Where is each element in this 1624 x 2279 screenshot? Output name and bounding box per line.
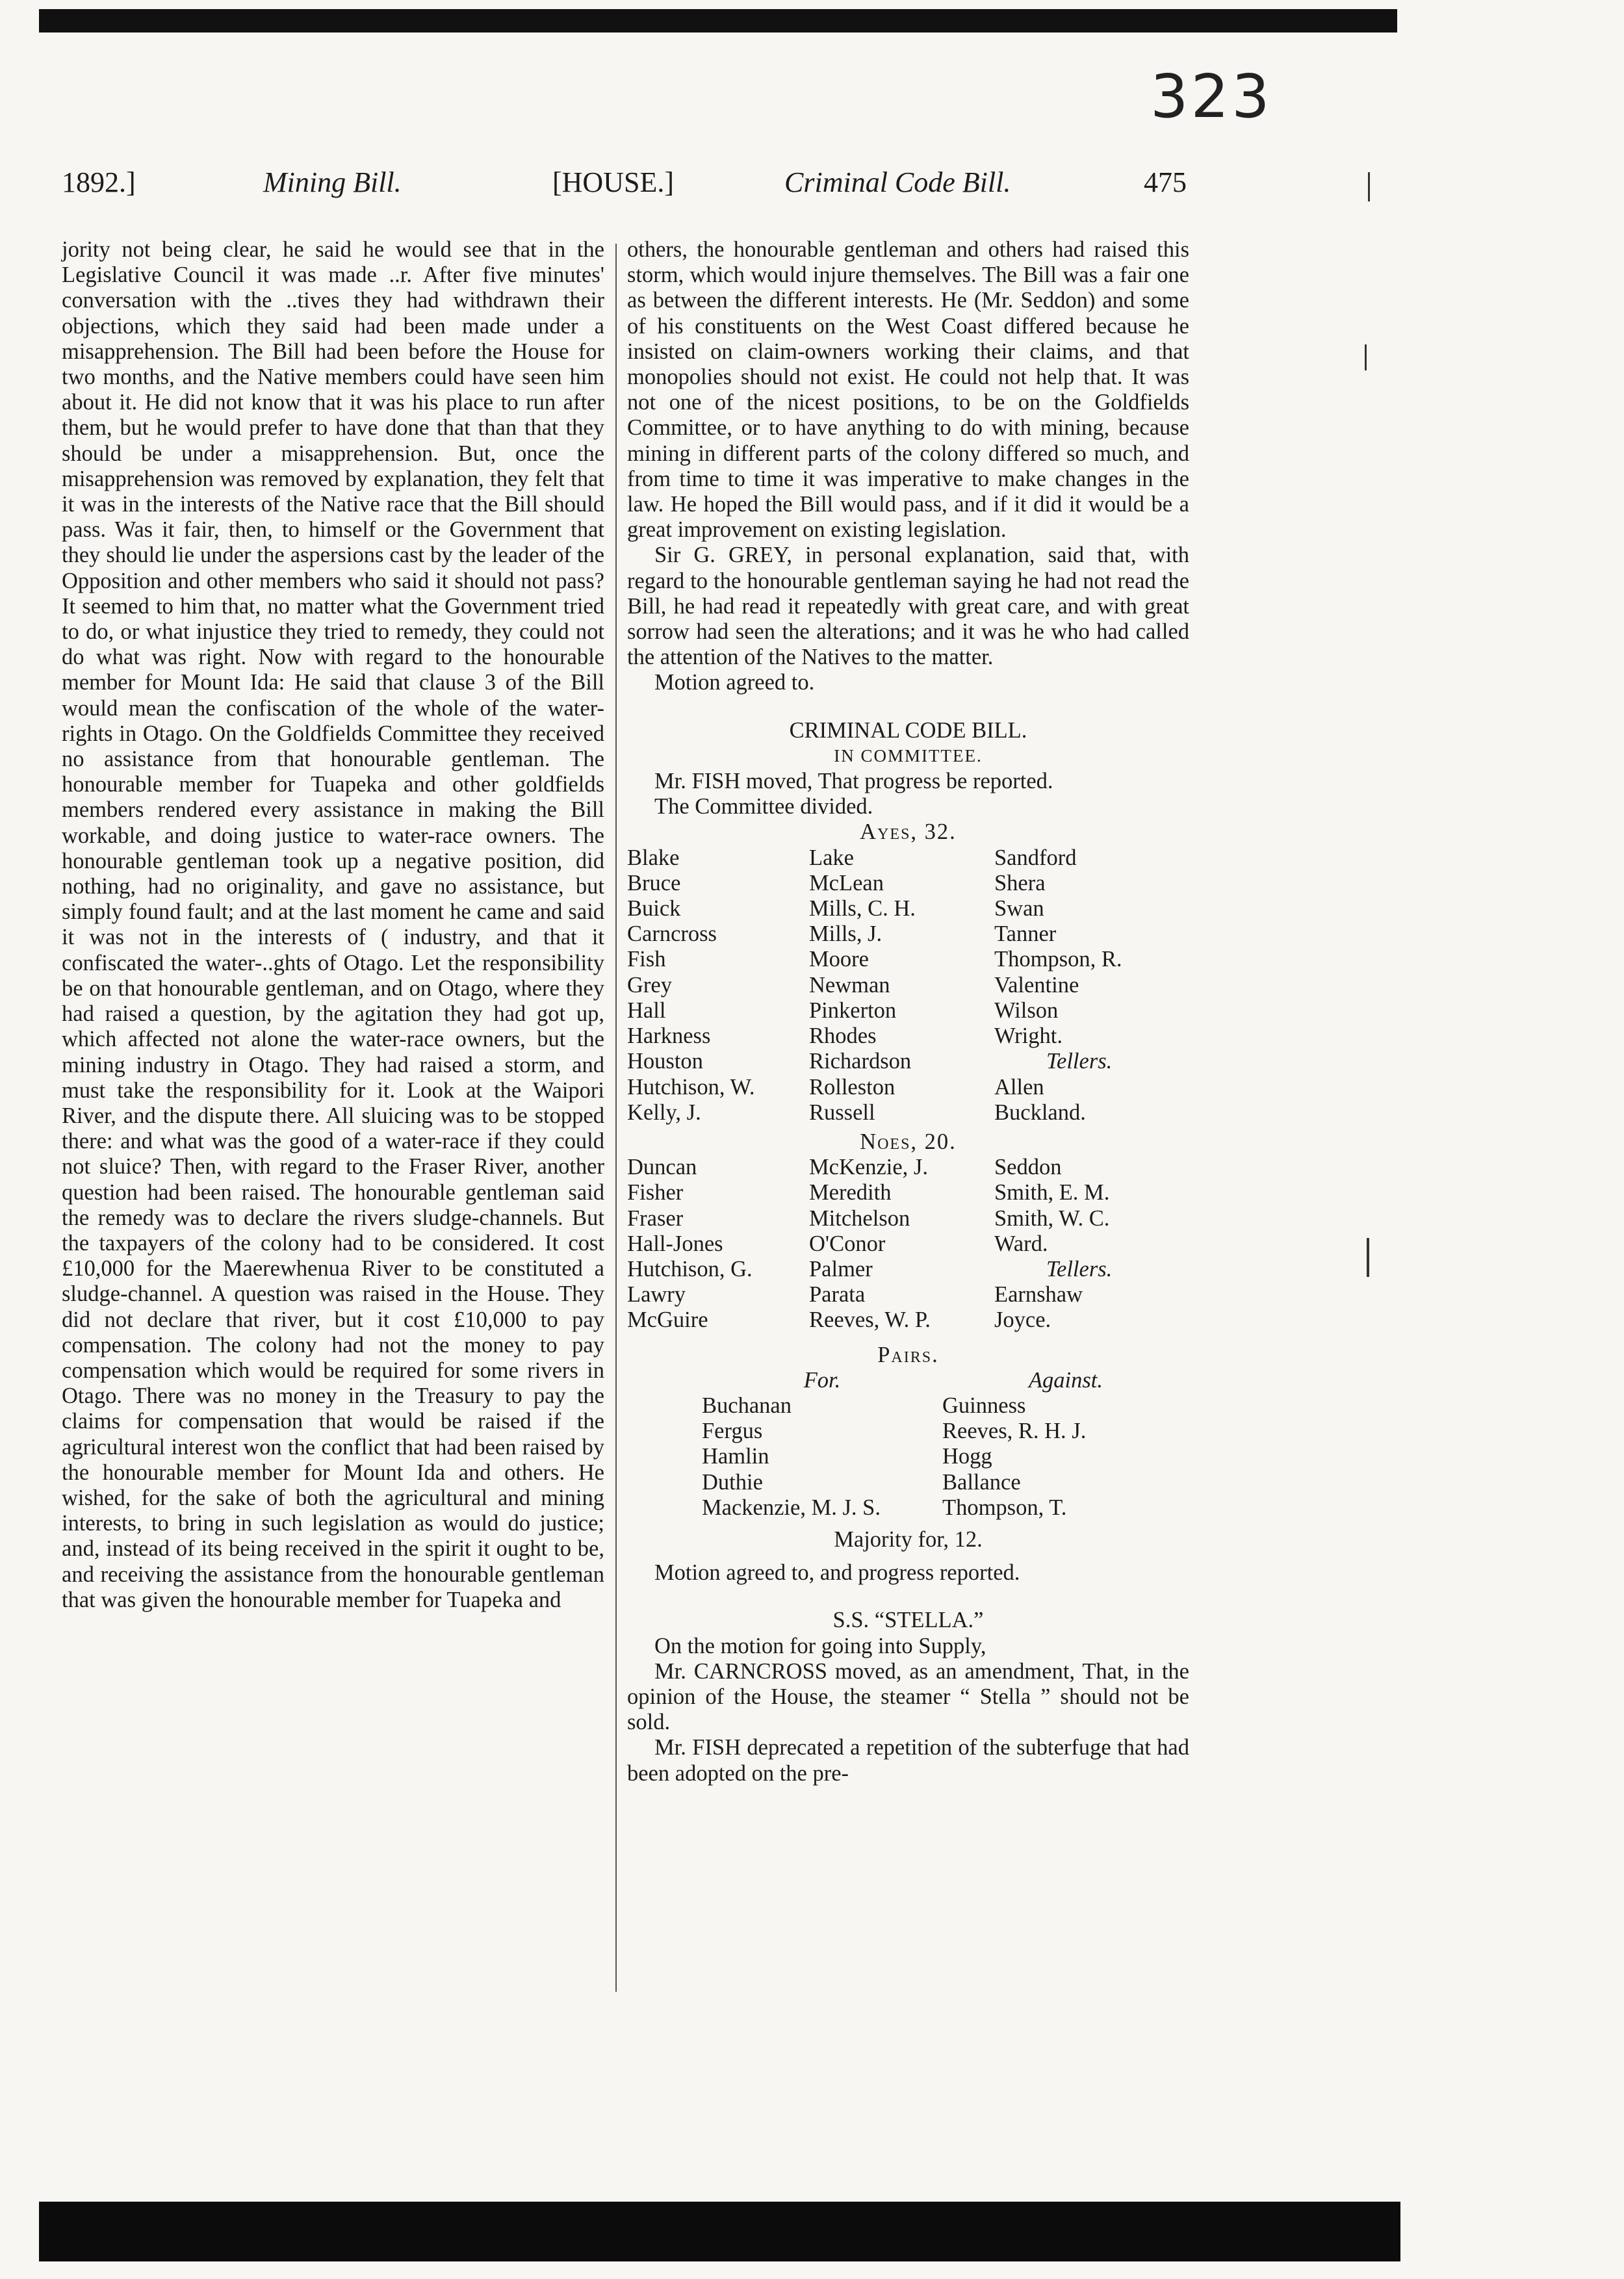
pairs-heading: Pairs. (877, 1342, 939, 1367)
division-name: Valentine (994, 972, 1079, 998)
paragraph: The Committee divided. (654, 794, 873, 819)
division-name: Reeves, W. P. (809, 1307, 931, 1333)
division-name: Wilson (994, 998, 1059, 1023)
header-house: [HOUSE.] (552, 166, 674, 198)
pair-name: Fergus (702, 1419, 763, 1444)
division-name: Buckland. (994, 1100, 1086, 1125)
paragraph: Sir G. GREY, in personal explanation, said that, with regard to the honourable gentleman saying he had not read the Bill, he had read it repeatedly with great care, and with great sorrow had seen the alterations; and it was he who had called the attention of the Natives to the matter. (627, 543, 1189, 670)
division-name: Mills, C. H. (809, 896, 916, 921)
division-name: Smith, W. C. (994, 1205, 1110, 1231)
division-name: Hutchison, W. (627, 1074, 755, 1100)
division-name: McGuire (627, 1307, 708, 1333)
paragraph: others, the honourable gentleman and others had raised this storm, which would injure themselves. The Bill was a fair one as between the different interests. He (Mr. Seddon) and some of his constituents on the West Coast differed because he insisted on claim-owners working their claims, and that monopolies should not exist. He could not help that. It was not one of the nicest positions, to be on the Goldfields Committee, or to have anything to do with mining, because mining in different parts of the colony differed so much, and from time to time it was imperative to make changes in the law. He hoped the Bill would pass, and if it did it would be a great improvement on existing legislation. (627, 237, 1189, 543)
top-scan-bar (39, 9, 1397, 32)
division-name: Buick (627, 896, 681, 921)
division-name: Blake (627, 845, 680, 870)
division-name: Fisher (627, 1180, 684, 1205)
noes-heading: Noes, 20. (860, 1129, 957, 1154)
section-subtitle: IN COMMITTEE. (834, 745, 983, 766)
running-header (62, 166, 1199, 211)
paragraph: On the motion for going into Supply, (654, 1633, 986, 1658)
division-name: Kelly, J. (627, 1100, 701, 1125)
division-name: Russell (809, 1100, 875, 1125)
division-name: Houston (627, 1049, 703, 1074)
header-page-number: 475 (1144, 166, 1187, 198)
division-name: McKenzie, J. (809, 1155, 928, 1180)
majority-line: Majority for, 12. (834, 1526, 983, 1552)
pairs-list (702, 1368, 1189, 1521)
ayes-list (627, 845, 1189, 1126)
paragraph: Mr. CARNCROSS moved, as an amendment, That, in the opinion of the House, the steamer “ Stella ” should not be sold. (627, 1658, 1189, 1735)
pair-name: Ballance (942, 1469, 1021, 1495)
pair-name: Hamlin (702, 1444, 769, 1469)
right-column (627, 237, 1189, 1786)
left-column-text: jority not being clear, he said he would see that in the Legislative Council it was made ..r. After five minutes' conversation with the ..tives they had withdrawn their objections, which they said had been made under a misapprehension. The Bill had been before the House for two months, and the Native members could have seen him about it. He did not know that it was his place to run after them, but he would prefer to have done that than that they should be under a misapprehension. But, once the misapprehension was removed by explanation, they felt that it was in the interests of the Native race that the Bill should pass. Was it fair, then, to himself or the Government that they should lie under the aspersions cast by the leader of the Opposition and other members who said it should not pass? It seemed to him that, no matter what the Government tried to do, or what injustice they tried to remedy, they could not do what was right. Now with regard to the honourable member for Mount Ida: He said that clause 3 of the Bill would mean the confiscation of the whole of the water-rights in Otago. On the Goldfields Committee they received no assistance from that honourable gentleman. The honourable member for Tuapeka and other goldfields members rendered every assistance in making the Bill workable, and doing justice to water-race owners. The honourable gentleman took up a negative position, did nothing, had no originality, and gave no assistance, but simply found fault; and at the last moment he came and said it was not in the interests of ( industry, and that it confiscated the water-..ghts of Otago. Let the responsibility be on that honourable gentleman, and on Otago, where they had raised a question, by the agitation they had got up, which affected not alone the water-race owners, but the mining industry in Otago. They had raised a storm, and must take the responsibility for it. Look at the Waipori River, and the dispute there. All sluicing was to be stopped there: and what was the good of a water-race if they could not sluice? Then, with regard to the Fraser River, another question had been raised. The honourable gentleman said the remedy was to declare the rivers sludge-channels. But the taxpayers of the colony had to be considered. It cost £10,000 for the Maerewhenua River to be constituted a sludge-channel. A question was raised in the House. They did not declare that river, but it cost £10,000 to pay compensation. The colony had not the money to pay compensation which would be required for some rivers in Otago. There was no money in the Treasury to pay the claims for compensation that would be raised if the agricultural interest won the conflict that had been raised by the honourable member for Mount Ida and others. He wished, for the sake of both the agricultural and mining interests, to bring in such legislation as would do justice; and, instead of its being received in the spirit it ought to be, and receiving the assistance from the honourable gentleman that was given the honourable member for Tuapeka and (62, 237, 604, 1612)
division-name: Richardson (809, 1049, 912, 1074)
folio-number: 323 (1150, 62, 1272, 131)
noes-list (627, 1155, 1189, 1333)
division-name: McLean (809, 870, 884, 895)
pair-name: Thompson, T. (942, 1495, 1067, 1520)
division-name: Fish (627, 947, 666, 972)
section-title-criminal-code: CRIMINAL CODE BILL. (789, 717, 1027, 743)
margin-speck (1367, 1238, 1369, 1277)
division-name: Smith, E. M. (994, 1180, 1110, 1205)
division-name: O'Conor (809, 1231, 886, 1256)
tellers-label: Tellers. (1046, 1049, 1113, 1074)
division-name: Duncan (627, 1155, 697, 1180)
division-name: Hutchison, G. (627, 1256, 753, 1281)
tellers-label: Tellers. (1046, 1256, 1113, 1281)
division-name: Earnshaw (994, 1282, 1083, 1307)
pair-name: Hogg (942, 1444, 992, 1469)
left-column (62, 237, 604, 1613)
division-name: Lawry (627, 1282, 686, 1307)
division-name: Rhodes (809, 1024, 877, 1049)
division-name: Hall-Jones (627, 1231, 723, 1256)
margin-speck (1365, 344, 1367, 370)
division-name: Seddon (994, 1155, 1062, 1180)
division-name: Palmer (809, 1256, 873, 1281)
division-name: Newman (809, 972, 890, 998)
division-name: Harkness (627, 1024, 711, 1049)
pair-name: Mackenzie, M. J. S. (702, 1495, 881, 1520)
division-name: Lake (809, 845, 854, 870)
division-name: Ward. (994, 1231, 1048, 1256)
pair-name: Guinness (942, 1393, 1026, 1418)
division-name: Pinkerton (809, 998, 897, 1023)
pair-name: Reeves, R. H. J. (942, 1419, 1087, 1444)
pairs-for-label: For. (803, 1367, 841, 1393)
division-name: Shera (994, 870, 1046, 895)
division-name: Meredith (809, 1180, 892, 1205)
division-name: Fraser (627, 1205, 684, 1231)
division-name: Swan (994, 896, 1044, 921)
bottom-scan-bar (39, 2202, 1400, 2261)
division-name: Wright. (994, 1024, 1063, 1049)
pairs-against-label: Against. (1028, 1367, 1103, 1393)
section-title-stella: S.S. “STELLA.” (832, 1608, 984, 1633)
paragraph: Motion agreed to. (654, 670, 815, 695)
division-name: Tanner (994, 921, 1057, 947)
division-name: Thompson, R. (994, 947, 1122, 972)
pair-name: Duthie (702, 1469, 763, 1495)
division-name: Carncross (627, 921, 717, 947)
paragraph: Motion agreed to, and progress reported. (654, 1560, 1020, 1586)
header-year: 1892.] (62, 166, 136, 198)
division-name: Joyce. (994, 1307, 1051, 1333)
paragraph: Mr. FISH deprecated a repetition of the subterfuge that had been adopted on the pre- (627, 1735, 1189, 1786)
division-name: Allen (994, 1074, 1044, 1100)
division-name: Rolleston (809, 1074, 896, 1100)
pair-name: Buchanan (702, 1393, 792, 1418)
division-name: Sandford (994, 845, 1077, 870)
margin-speck (1368, 172, 1370, 201)
division-name: Moore (809, 947, 869, 972)
ayes-heading: Ayes, 32. (860, 819, 957, 845)
division-name: Hall (627, 998, 666, 1023)
header-right-title: Criminal Code Bill. (784, 166, 1011, 198)
division-name: Grey (627, 972, 672, 998)
header-left-title: Mining Bill. (263, 166, 402, 198)
paragraph: Mr. FISH moved, That progress be reported. (654, 769, 1053, 794)
division-name: Mitchelson (809, 1205, 910, 1231)
column-rule (615, 244, 617, 1992)
division-name: Mills, J. (809, 921, 883, 947)
division-name: Parata (809, 1282, 866, 1307)
division-name: Bruce (627, 870, 681, 895)
